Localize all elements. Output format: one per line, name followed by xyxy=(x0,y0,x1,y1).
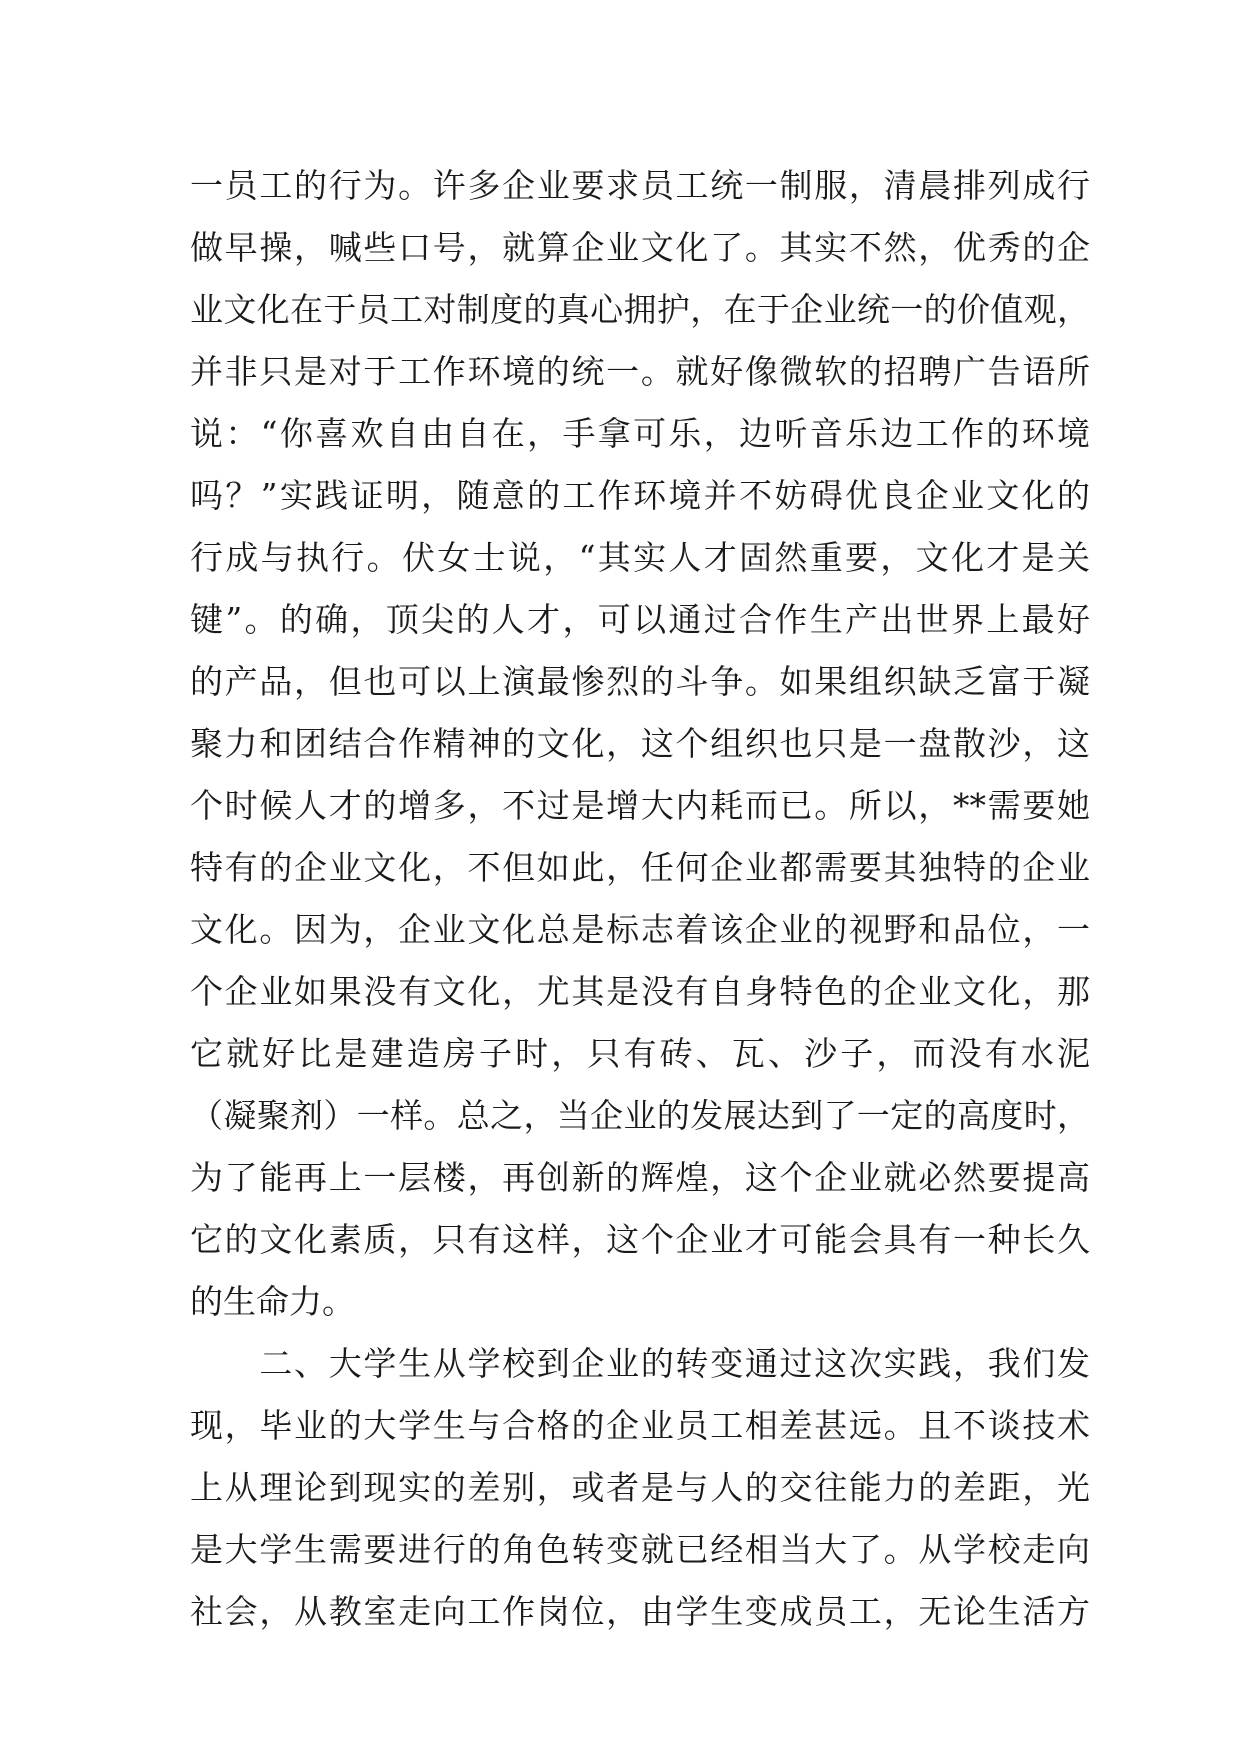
text-line: 上从理论到现实的差别，或者是与人的交往能力的差距，光 xyxy=(190,1468,1090,1507)
text-line: 说：“你喜欢自由自在，手拿可乐，边听音乐边工作的环境 xyxy=(190,414,1090,453)
text-line: 的生命力。 xyxy=(190,1282,355,1321)
text-line: 它就好比是建造房子时，只有砖、瓦、沙子，而没有水泥 xyxy=(190,1034,1090,1073)
text-line: 个企业如果没有文化，尤其是没有自身特色的企业文化，那 xyxy=(190,972,1090,1011)
text-line: 聚力和团结合作精神的文化，这个组织也只是一盘散沙，这 xyxy=(190,724,1090,763)
text-line: 二、大学生从学校到企业的转变通过这次实践，我们发 xyxy=(190,1344,1090,1383)
text-line: 的产品，但也可以上演最惨烈的斗争。如果组织缺乏富于凝 xyxy=(190,662,1090,701)
text-line: 并非只是对于工作环境的统一。就好像微软的招聘广告语所 xyxy=(190,352,1090,391)
text-line: 它的文化素质，只有这样，这个企业才可能会具有一种长久 xyxy=(190,1220,1090,1259)
text-line: 吗？”实践证明，随意的工作环境并不妨碍优良企业文化的 xyxy=(190,476,1090,515)
text-line: 个时候人才的增多，不过是增大内耗而已。所以，**需要她 xyxy=(190,786,1090,825)
text-line: 是大学生需要进行的角色转变就已经相当大了。从学校走向 xyxy=(190,1530,1090,1569)
text-line: （凝聚剂）一样。总之，当企业的发展达到了一定的高度时， xyxy=(190,1096,1090,1135)
text-line: 键”。的确，顶尖的人才，可以通过合作生产出世界上最好 xyxy=(190,600,1090,639)
text-line: 为了能再上一层楼，再创新的辉煌，这个企业就必然要提高 xyxy=(190,1158,1090,1197)
text-line: 文化。因为，企业文化总是标志着该企业的视野和品位，一 xyxy=(190,910,1090,949)
body-text xyxy=(190,155,1090,1643)
text-line: 一员工的行为。许多企业要求员工统一制服，清晨排列成行 xyxy=(190,166,1090,205)
text-line: 业文化在于员工对制度的真心拥护，在于企业统一的价值观， xyxy=(190,290,1090,329)
text-line: 做早操，喊些口号，就算企业文化了。其实不然，优秀的企 xyxy=(190,228,1090,267)
text-line: 社会，从教室走向工作岗位，由学生变成员工，无论生活方 xyxy=(190,1592,1090,1631)
text-line: 现，毕业的大学生与合格的企业员工相差甚远。且不谈技术 xyxy=(190,1406,1090,1445)
text-line: 行成与执行。伏女士说，“其实人才固然重要，文化才是关 xyxy=(190,538,1090,577)
text-line: 特有的企业文化，不但如此，任何企业都需要其独特的企业 xyxy=(190,848,1090,887)
